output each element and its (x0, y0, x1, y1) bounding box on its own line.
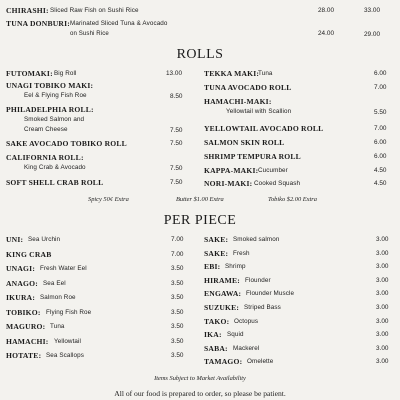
extra-butter: Butter $1.00 Extra (176, 196, 224, 203)
item-price: 7.50 (170, 140, 183, 147)
item-name: SHRIMP TEMPURA ROLL (204, 152, 301, 161)
item-price: 5.50 (374, 109, 387, 116)
item-name: SUZUKE: (204, 303, 240, 312)
item-description: Tuna (50, 323, 65, 330)
item-name: HOTATE: (6, 351, 42, 360)
item-price-large: 29.00 (364, 31, 380, 38)
item-description: Mackerel (233, 344, 260, 352)
item-description: Smoked Salmon and (24, 116, 85, 123)
item-description: Salmon Roe (40, 294, 76, 301)
item-name: TAMAGO: (204, 357, 243, 367)
item-description: Yellowtail (54, 337, 82, 345)
item-description: Fresh (233, 249, 250, 257)
section-heading-per-piece: PER PIECE (163, 213, 237, 228)
item-price: 3.50 (171, 265, 184, 272)
item-description: King Crab & Avocado (24, 164, 86, 171)
item-price: 24.00 (318, 30, 334, 37)
item-name: EBI: (204, 262, 221, 272)
item-name: UNAGI TOBIKO MAKI: (6, 81, 94, 90)
item-price: 6.00 (374, 70, 387, 77)
item-name: TEKKA MAKI: (204, 69, 260, 78)
item-name: CALIFORNIA ROLL: (6, 153, 84, 162)
item-name: CHIRASHI: (6, 6, 49, 15)
item-price: 7.50 (170, 165, 183, 172)
item-price: 3.00 (376, 276, 389, 284)
item-name: HAMACHI-MAKI: (204, 97, 272, 106)
item-name: ANAGO: (6, 278, 38, 288)
availability-note: Items Subject to Market Availability (154, 375, 246, 382)
item-description: Shrimp (225, 263, 246, 271)
item-price: 3.00 (376, 331, 389, 339)
item-price: 7.00 (171, 236, 184, 243)
item-price: 28.00 (318, 7, 334, 14)
item-name: KAPPA-MAKI: (204, 166, 259, 175)
item-price: 3.00 (376, 263, 389, 271)
item-name: UNAGI: (6, 264, 36, 273)
item-description: Tuna (258, 70, 273, 77)
item-description: Octopus (234, 317, 259, 325)
item-price: 8.50 (170, 93, 183, 100)
item-name: IKA: (204, 330, 222, 340)
item-price: 3.50 (171, 337, 184, 345)
item-name: FUTOMAKI: (6, 69, 53, 78)
item-name: ENGAWA: (204, 289, 242, 299)
item-description: Smoked salmon (233, 236, 280, 243)
item-name: UNI: (6, 235, 24, 244)
item-name: YELLOWTAIL AVOCADO ROLL (204, 124, 324, 133)
item-price-large: 33.00 (364, 7, 380, 14)
item-name: SAKE: (204, 235, 229, 244)
item-description: Omelette (247, 358, 274, 366)
item-price: 3.50 (171, 279, 184, 287)
item-price: 6.00 (374, 139, 387, 146)
item-price: 3.00 (376, 358, 389, 366)
item-description: Sea Urchin (28, 236, 61, 243)
extra-tobiko: Tobiko $2.00 Extra (268, 196, 317, 203)
extra-spicy: Spicy 50¢ Extra (88, 196, 129, 203)
section-heading-rolls: ROLLS (176, 47, 224, 62)
item-name: TUNA AVOCADO ROLL (204, 83, 292, 92)
item-price: 4.50 (374, 167, 387, 174)
menu-item-chirashi (6, 6, 400, 16)
item-description-line2: Cream Cheese (24, 126, 68, 133)
patience-note: All of our food is prepared to order, so please be patient. (114, 389, 286, 398)
item-description: Flounder (245, 276, 271, 284)
item-name: TUNA DONBURI: (6, 19, 70, 28)
item-price: 3.00 (376, 344, 389, 352)
item-description: Sea Eel (43, 279, 66, 287)
item-price: 7.50 (170, 127, 183, 134)
item-name: TAKO: (204, 316, 230, 326)
item-name: SAKE: (204, 248, 229, 258)
item-price: 7.00 (374, 84, 387, 91)
item-price: 3.00 (376, 249, 389, 257)
item-description: Squid (227, 331, 244, 339)
item-description: Striped Bass (244, 304, 281, 311)
item-price: 6.00 (374, 153, 387, 160)
item-name: PHILADELPHIA ROLL: (6, 105, 94, 114)
item-price: 3.00 (376, 290, 389, 298)
item-description: Cucumber (258, 167, 288, 174)
item-price: 7.50 (170, 179, 183, 186)
item-price: 13.00 (166, 70, 182, 77)
item-name: IKURA: (6, 293, 36, 302)
item-description: Big Roll (54, 70, 77, 77)
item-description: Flying Fish Roe (46, 308, 92, 316)
item-price: 3.50 (171, 352, 184, 359)
item-name: SAKE AVOCADO TOBIKO ROLL (6, 139, 127, 148)
item-description: Sea Scallops (46, 352, 84, 359)
item-description: Marinated Sliced Tuna & Avocado (70, 20, 168, 27)
item-price: 3.00 (376, 317, 389, 325)
item-price: 7.00 (374, 125, 387, 132)
item-name: HIRAME: (204, 275, 240, 285)
item-name: TOBIKO: (6, 307, 41, 317)
item-name: SALMON SKIN ROLL (204, 138, 285, 147)
item-price: 4.50 (374, 180, 387, 187)
item-price: 3.50 (171, 308, 184, 316)
item-name: NORI-MAKI: (204, 179, 253, 188)
item-name: SABA: (204, 343, 228, 353)
item-description: Eel & Flying Fish Roe (24, 92, 87, 99)
item-name: KING CRAB (6, 249, 52, 259)
item-description: Yellowtail with Scallion (226, 108, 292, 115)
item-description: Sliced Raw Fish on Sushi Rice (50, 7, 139, 14)
item-price: 3.50 (171, 323, 184, 330)
item-description: Fresh Water Eel (40, 265, 87, 272)
item-name: MAGURO: (6, 322, 46, 331)
item-price: 3.00 (376, 236, 389, 243)
item-price: 3.00 (376, 304, 389, 311)
item-name: SOFT SHELL CRAB ROLL (6, 178, 104, 187)
item-price: 7.00 (171, 250, 184, 258)
item-description-line2: on Sushi Rice (70, 30, 109, 37)
item-description: Flounder Muscle (246, 290, 295, 298)
item-description: Cooked Squash (254, 180, 301, 187)
item-price: 3.50 (171, 294, 184, 301)
item-name: HAMACHI: (6, 336, 49, 346)
